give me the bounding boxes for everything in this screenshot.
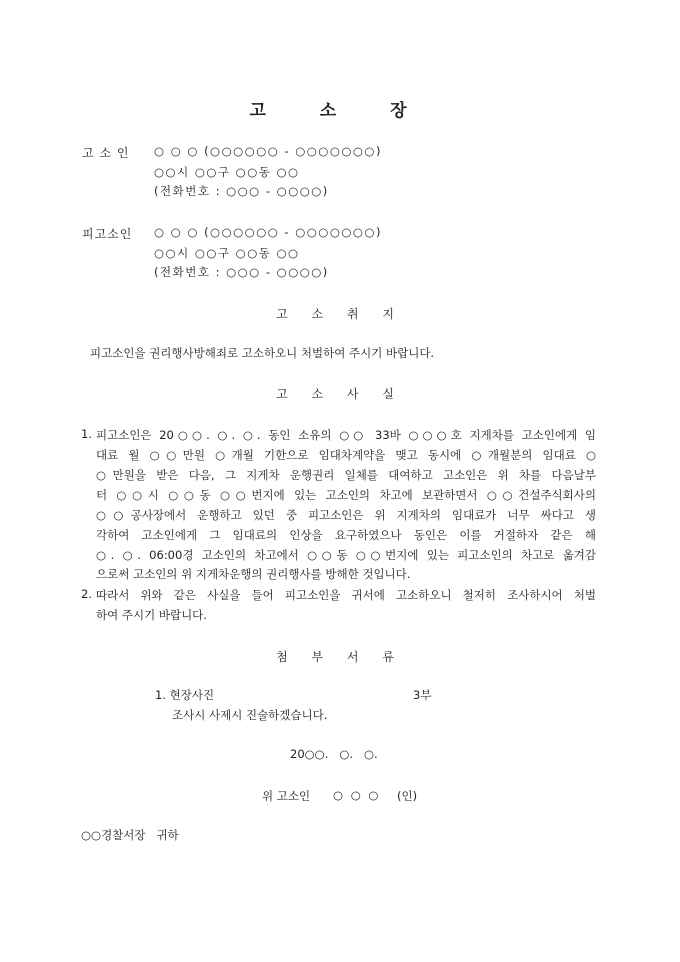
page-title: 고 소 장 (249, 101, 431, 121)
fact-line: 각하여 고소인에게 그 임대료의 인상을 요구하였으나 동인은 이를 거절하자 같은 해 (96, 528, 596, 542)
defendant-phone: (전화번호 : ○○○ - ○○○○) (154, 265, 329, 279)
fact-line: 따라서 위와 같은 사실을 들어 피고소인을 귀서에 고소하오니 철저히 조사하시어 처벌 (96, 588, 596, 602)
facts-heading: 고 소 사 실 (276, 387, 404, 401)
signature-seal: (인) (397, 789, 418, 803)
purpose-text: 피고소인을 권리행사방해죄로 고소하오니 처벌하여 주시기 바랍니다. (90, 346, 435, 360)
complainant-label: 고 소 인 (82, 146, 130, 160)
defendant-name: ○ ○ ○ (○○○○○○ - ○○○○○○○) (154, 225, 382, 239)
fact-line: 피고소인은 20○○. ○. ○. 동인 소유의 ○○ 33바 ○○○호 지게차를 고소인에게 임 (96, 428, 596, 442)
fact-line: 대료 월 ○○만원 ○개월 기한으로 임대차계약을 맺고 동시에 ○개월분의 임대료 ○ (96, 448, 596, 462)
fact-line: ○○공사장에서 운행하고 있던 중 피고소인은 위 지게차의 임대료가 너무 싸다고 생 (96, 508, 596, 522)
attachments-heading: 첨 부 서 류 (276, 650, 404, 664)
purpose-heading: 고 소 취 지 (276, 307, 404, 321)
attachment-item-count: 3부 (413, 688, 432, 702)
complainant-name: ○ ○ ○ (○○○○○○ - ○○○○○○○) (154, 144, 382, 158)
attachment-item-label: 1. 현장사진 (155, 688, 215, 702)
fact-line: 으로써 고소인의 위 지게차운행의 권리행사를 방해한 것입니다. (96, 567, 411, 581)
document-date: 20○○. ○. ○. (290, 747, 378, 761)
complainant-phone: (전화번호 : ○○○ - ○○○○) (154, 184, 329, 198)
fact-line: 터 ○○시 ○○동 ○○번지에 있는 고소인의 차고에 보관하면서 ○○건설주식회사의 (96, 488, 596, 502)
attachment-note: 조사시 사제시 진술하겠습니다. (172, 708, 328, 722)
fact-line: ○만원을 받은 다음, 그 지게차 운행권리 일체를 대여하고 고소인은 위 차를 다음날부 (96, 468, 596, 482)
fact-number: 2. (81, 587, 92, 601)
defendant-label: 피고소인 (82, 227, 133, 241)
fact-line: ○. ○. 06:00경 고소인의 차고에서 ○○동 ○○번지에 있는 피고소인의 차고로 옮겨감 (96, 548, 596, 562)
complainant-address: ○○시 ○○구 ○○동 ○○ (154, 165, 300, 179)
fact-number: 1. (81, 427, 92, 441)
signature-name: ○ ○ ○ (333, 788, 381, 802)
recipient: ○○경찰서장 귀하 (81, 828, 179, 842)
fact-line: 하여 주시기 바랍니다. (96, 608, 207, 622)
defendant-address: ○○시 ○○구 ○○동 ○○ (154, 246, 300, 260)
signature-label: 위 고소인 (262, 789, 311, 803)
